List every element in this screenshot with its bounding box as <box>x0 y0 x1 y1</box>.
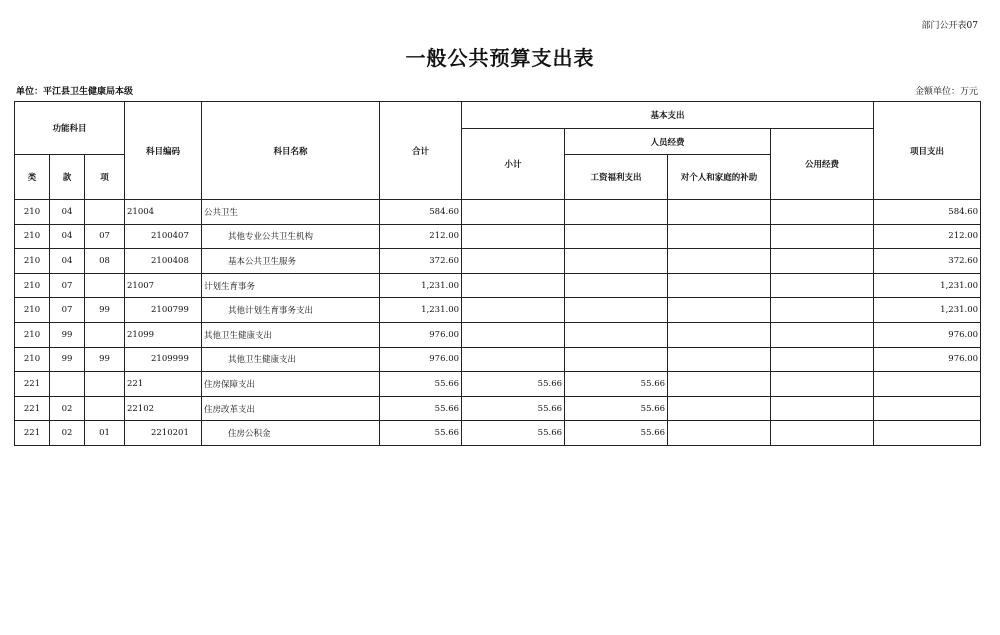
cell-kuan: 07 <box>50 273 85 298</box>
cell-total: 976.00 <box>380 347 462 372</box>
page-title: 一般公共预算支出表 <box>405 46 595 70</box>
cell-subtotal <box>462 322 565 347</box>
cell-subtotal <box>462 298 565 323</box>
cell-subject-code: 221 <box>125 372 202 397</box>
cell-project-expenditure <box>874 396 981 421</box>
cell-salary: 55.66 <box>565 421 668 446</box>
table-row <box>15 298 981 323</box>
table-row <box>15 200 981 225</box>
cell-subject-code: 2100408 <box>125 249 202 274</box>
cell-subsidy <box>668 224 771 249</box>
cell-project-expenditure: 976.00 <box>874 322 981 347</box>
cell-kuan: 02 <box>50 421 85 446</box>
cell-project-expenditure: 584.60 <box>874 200 981 225</box>
cell-project-expenditure <box>874 421 981 446</box>
cell-salary <box>565 298 668 323</box>
cell-public-expense <box>771 421 874 446</box>
cell-subject-name: 其他专业公共卫生机构 <box>202 224 380 249</box>
cell-salary: 55.66 <box>565 396 668 421</box>
cell-project-expenditure: 1,231.00 <box>874 273 981 298</box>
cell-xiang: 99 <box>85 347 125 372</box>
cell-xiang: 07 <box>85 224 125 249</box>
cell-public-expense <box>771 273 874 298</box>
table-number: 部门公开表07 <box>921 21 978 31</box>
header-subject-name: 科目名称 <box>202 102 380 200</box>
cell-xiang <box>85 273 125 298</box>
cell-subject-code: 21099 <box>125 322 202 347</box>
cell-total: 584.60 <box>380 200 462 225</box>
header-xiang: 项 <box>85 155 125 200</box>
cell-project-expenditure <box>874 372 981 397</box>
cell-lei: 210 <box>15 347 50 372</box>
cell-subtotal <box>462 249 565 274</box>
cell-subject-name: 其他卫生健康支出 <box>202 347 380 372</box>
table-row <box>15 372 981 397</box>
cell-lei: 221 <box>15 396 50 421</box>
cell-subtotal <box>462 347 565 372</box>
header-salary: 工资福利支出 <box>565 155 668 200</box>
cell-subject-code: 2100799 <box>125 298 202 323</box>
cell-subsidy <box>668 396 771 421</box>
cell-xiang <box>85 200 125 225</box>
cell-public-expense <box>771 224 874 249</box>
cell-kuan: 99 <box>50 322 85 347</box>
cell-kuan <box>50 372 85 397</box>
cell-subsidy <box>668 298 771 323</box>
cell-xiang: 08 <box>85 249 125 274</box>
table-row <box>15 224 981 249</box>
cell-subject-name: 公共卫生 <box>202 200 380 225</box>
budget-table <box>14 101 981 446</box>
cell-xiang: 99 <box>85 298 125 323</box>
cell-kuan: 07 <box>50 298 85 323</box>
cell-subject-name: 住房公积金 <box>202 421 380 446</box>
cell-kuan: 04 <box>50 200 85 225</box>
unit-label: 单位：平江县卫生健康局本级 <box>16 87 134 97</box>
cell-total: 212.00 <box>380 224 462 249</box>
cell-kuan: 04 <box>50 249 85 274</box>
cell-public-expense <box>771 347 874 372</box>
cell-kuan: 04 <box>50 224 85 249</box>
cell-public-expense <box>771 200 874 225</box>
cell-project-expenditure: 372.60 <box>874 249 981 274</box>
header-personnel: 人员经费 <box>565 129 771 155</box>
cell-subtotal: 55.66 <box>462 396 565 421</box>
table-row <box>15 396 981 421</box>
header-kuan: 款 <box>50 155 85 200</box>
cell-public-expense <box>771 372 874 397</box>
cell-lei: 210 <box>15 298 50 323</box>
cell-subtotal <box>462 200 565 225</box>
cell-xiang <box>85 322 125 347</box>
cell-total: 1,231.00 <box>380 273 462 298</box>
cell-total: 372.60 <box>380 249 462 274</box>
cell-subject-name: 其他卫生健康支出 <box>202 322 380 347</box>
cell-public-expense <box>771 322 874 347</box>
cell-subtotal: 55.66 <box>462 421 565 446</box>
cell-lei: 221 <box>15 421 50 446</box>
cell-subject-code: 2109999 <box>125 347 202 372</box>
cell-subject-name: 基本公共卫生服务 <box>202 249 380 274</box>
cell-kuan: 99 <box>50 347 85 372</box>
cell-subject-code: 21007 <box>125 273 202 298</box>
table-row <box>15 249 981 274</box>
cell-subsidy <box>668 200 771 225</box>
header-lei: 类 <box>15 155 50 200</box>
table-row <box>15 421 981 446</box>
cell-subsidy <box>668 421 771 446</box>
cell-project-expenditure: 976.00 <box>874 347 981 372</box>
cell-salary: 55.66 <box>565 372 668 397</box>
cell-subject-name: 住房保障支出 <box>202 372 380 397</box>
header-public-expense: 公用经费 <box>771 129 874 200</box>
cell-subject-code: 21004 <box>125 200 202 225</box>
cell-xiang <box>85 372 125 397</box>
cell-public-expense <box>771 298 874 323</box>
cell-subtotal <box>462 273 565 298</box>
cell-subject-code: 2100407 <box>125 224 202 249</box>
header-subsidy: 对个人和家庭的补助 <box>668 155 771 200</box>
cell-total: 1,231.00 <box>380 298 462 323</box>
cell-total: 55.66 <box>380 372 462 397</box>
cell-salary <box>565 322 668 347</box>
cell-lei: 210 <box>15 200 50 225</box>
cell-salary <box>565 273 668 298</box>
cell-project-expenditure: 1,231.00 <box>874 298 981 323</box>
cell-total: 55.66 <box>380 421 462 446</box>
header-total: 合计 <box>380 102 462 200</box>
cell-subtotal <box>462 224 565 249</box>
cell-kuan: 02 <box>50 396 85 421</box>
cell-subsidy <box>668 347 771 372</box>
cell-total: 55.66 <box>380 396 462 421</box>
table-row <box>15 347 981 372</box>
header-function-subject: 功能科目 <box>15 102 125 155</box>
table-row <box>15 322 981 347</box>
cell-project-expenditure: 212.00 <box>874 224 981 249</box>
cell-public-expense <box>771 249 874 274</box>
cell-salary <box>565 347 668 372</box>
cell-lei: 210 <box>15 273 50 298</box>
cell-subject-name: 其他计划生育事务支出 <box>202 298 380 323</box>
cell-lei: 210 <box>15 322 50 347</box>
header-subtotal: 小计 <box>462 129 565 200</box>
cell-subsidy <box>668 322 771 347</box>
cell-subject-name: 住房改革支出 <box>202 396 380 421</box>
cell-lei: 221 <box>15 372 50 397</box>
cell-subsidy <box>668 273 771 298</box>
cell-public-expense <box>771 396 874 421</box>
cell-lei: 210 <box>15 249 50 274</box>
header-basic-expenditure: 基本支出 <box>462 102 874 129</box>
cell-lei: 210 <box>15 224 50 249</box>
cell-total: 976.00 <box>380 322 462 347</box>
cell-xiang <box>85 396 125 421</box>
amount-unit-label: 金额单位：万元 <box>914 87 978 97</box>
cell-subsidy <box>668 249 771 274</box>
header-subject-code: 科目编码 <box>125 102 202 200</box>
cell-salary <box>565 249 668 274</box>
cell-subtotal: 55.66 <box>462 372 565 397</box>
cell-salary <box>565 224 668 249</box>
cell-salary <box>565 200 668 225</box>
cell-subsidy <box>668 372 771 397</box>
table-row <box>15 273 981 298</box>
cell-subject-name: 计划生育事务 <box>202 273 380 298</box>
header-project-expenditure: 项目支出 <box>874 102 981 200</box>
cell-subject-code: 22102 <box>125 396 202 421</box>
cell-subject-code: 2210201 <box>125 421 202 446</box>
cell-xiang: 01 <box>85 421 125 446</box>
